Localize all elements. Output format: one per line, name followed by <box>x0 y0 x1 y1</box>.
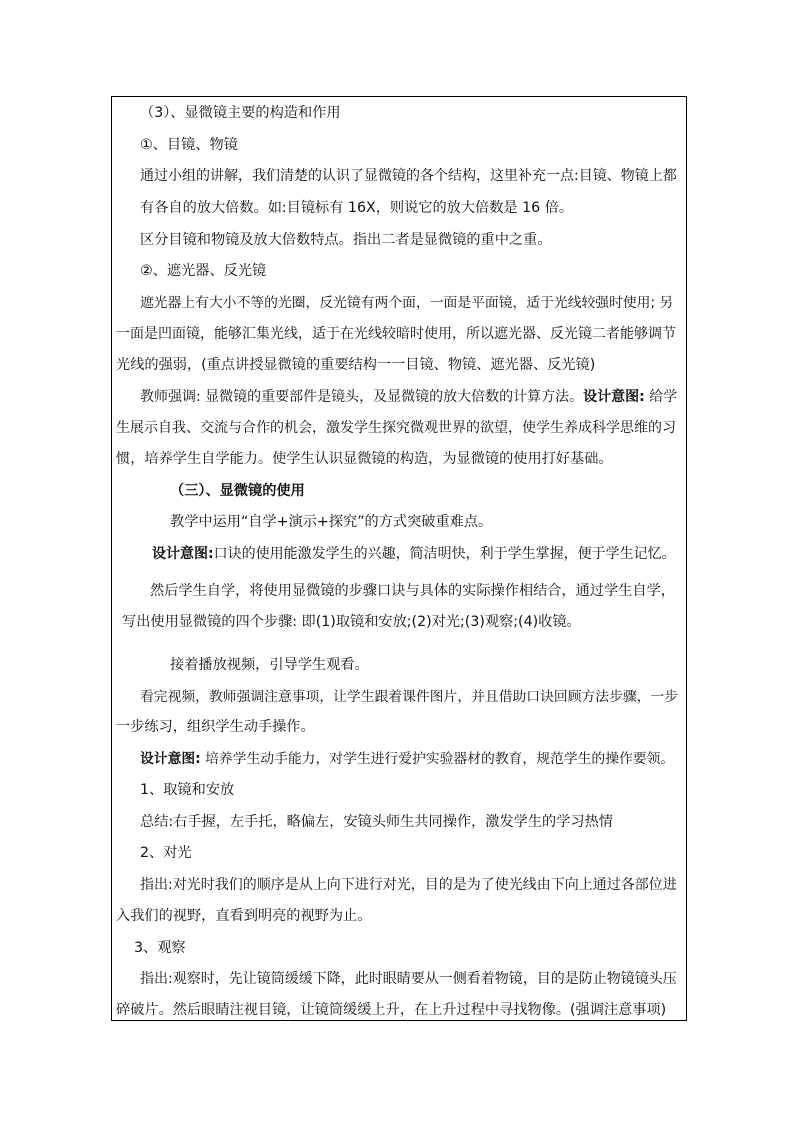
paragraph-line: 光线的强弱，(重点讲授显微镜的重要结构一一目镜、物镜、遮光器、反光镜) <box>116 357 596 373</box>
paragraph-line: 然后学生自学，将使用显微镜的步骤口诀与具体的实际操作相结合，通过学生自学， <box>150 583 675 599</box>
paragraph-line: 一步练习，组织学生动手操作。 <box>116 719 315 735</box>
paragraph-line: 有各自的放大倍数。如:目镜标有 16X，则说它的放大倍数是 16 倍。 <box>140 200 574 216</box>
paragraph-line: 通过小组的讲解，我们清楚的认识了显微镜的各个结构，这里补充一点:目镜、物镜上都 <box>140 168 677 184</box>
paragraph-line: 接着播放视频，引导学生观看。 <box>170 657 369 673</box>
paragraph-line-design-intent <box>140 750 674 768</box>
paragraph-line: 一面是凹面镜，能够汇集光线，适于在光线较暗时使用，所以遮光器、反光镜二者能够调节 <box>116 326 676 342</box>
paragraph-line: 指出:观察时，先让镜筒缓缓下降，此时眼睛要从一侧看着物镜，目的是防止物镜镜头压 <box>140 971 677 987</box>
design-intent-label: 设计意图: <box>140 751 201 767</box>
line-text: 培养学生动手能力，对学生进行爱护实验器材的教育，规范学生的操作要领。 <box>200 751 675 767</box>
subheading-diaphragm-mirror: ②、遮光器、反光镜 <box>140 263 267 279</box>
line-text: 给学 <box>644 389 678 405</box>
line-text: 口诀的使用能激发学生的兴趣，简洁明快，利于学生掌握，便于学生记忆。 <box>213 546 676 562</box>
paragraph-line: 写出使用显微镜的四个步骤: 即(1)取镜和安放;(2)对光;(3)观察;(4)收镜。 <box>122 614 581 630</box>
subheading-eyepiece-objective: ①、目镜、物镜 <box>140 137 238 153</box>
paragraph-line-teacher-emphasis <box>140 388 677 406</box>
step-heading-take-mirror: 1、取镜和安放 <box>140 782 235 798</box>
design-intent-label: 设计意图: <box>152 546 214 562</box>
section-heading-structure: （3）、显微镜主要的构造和作用 <box>140 105 341 121</box>
content-table-cell <box>111 96 687 1021</box>
paragraph-line: 总结:右手握，左手托，略偏左，安镜头师生共同操作，激发学生的学习热情 <box>140 814 613 830</box>
paragraph-line: 入我们的视野，直看到明亮的视野为止。 <box>116 908 372 924</box>
step-heading-light: 2、对光 <box>140 845 192 861</box>
design-intent-label: 设计意图: <box>583 389 645 405</box>
paragraph-line: 碎破片。然后眼睛注视目镜，让镜筒缓缓上升，在上升过程中寻找物像。(强调注意事项) <box>116 1002 667 1018</box>
paragraph-line: 区分目镜和物镜及放大倍数特点。指出二者是显微镜的重中之重。 <box>140 232 552 248</box>
paragraph-line: 教学中运用“自学+演示+探究”的方式突破重难点。 <box>170 514 493 530</box>
paragraph-line: 惯，培养学生自学能力。使学生认识显微镜的构造，为显微镜的使用打好基础。 <box>116 451 613 467</box>
paragraph-line-design-intent <box>152 545 676 563</box>
section-heading-usage: （三）、显微镜的使用 <box>170 483 305 499</box>
line-text: 教师强调: 显微镜的重要部件是镜头，及显微镜的放大倍数的计算方法。 <box>140 389 584 405</box>
paragraph-line: 遮光器上有大小不等的光圈，反光镜有两个面，一面是平面镜，适于光线较强时使用; 另 <box>140 295 674 311</box>
paragraph-line: 生展示自我、交流与合作的机会，激发学生探究微观世界的欲望，使学生养成科学思维的习 <box>116 420 676 436</box>
step-heading-observe: 3、观察 <box>134 940 186 956</box>
paragraph-line: 看完视频，教师强调注意事项，让学生跟着课件图片，并且借助口诀回顾方法步骤，一步 <box>140 689 679 705</box>
paragraph-line: 指出:对光时我们的顺序是从上向下进行对光，目的是为了使光线由下向上通过各部位进 <box>140 877 677 893</box>
